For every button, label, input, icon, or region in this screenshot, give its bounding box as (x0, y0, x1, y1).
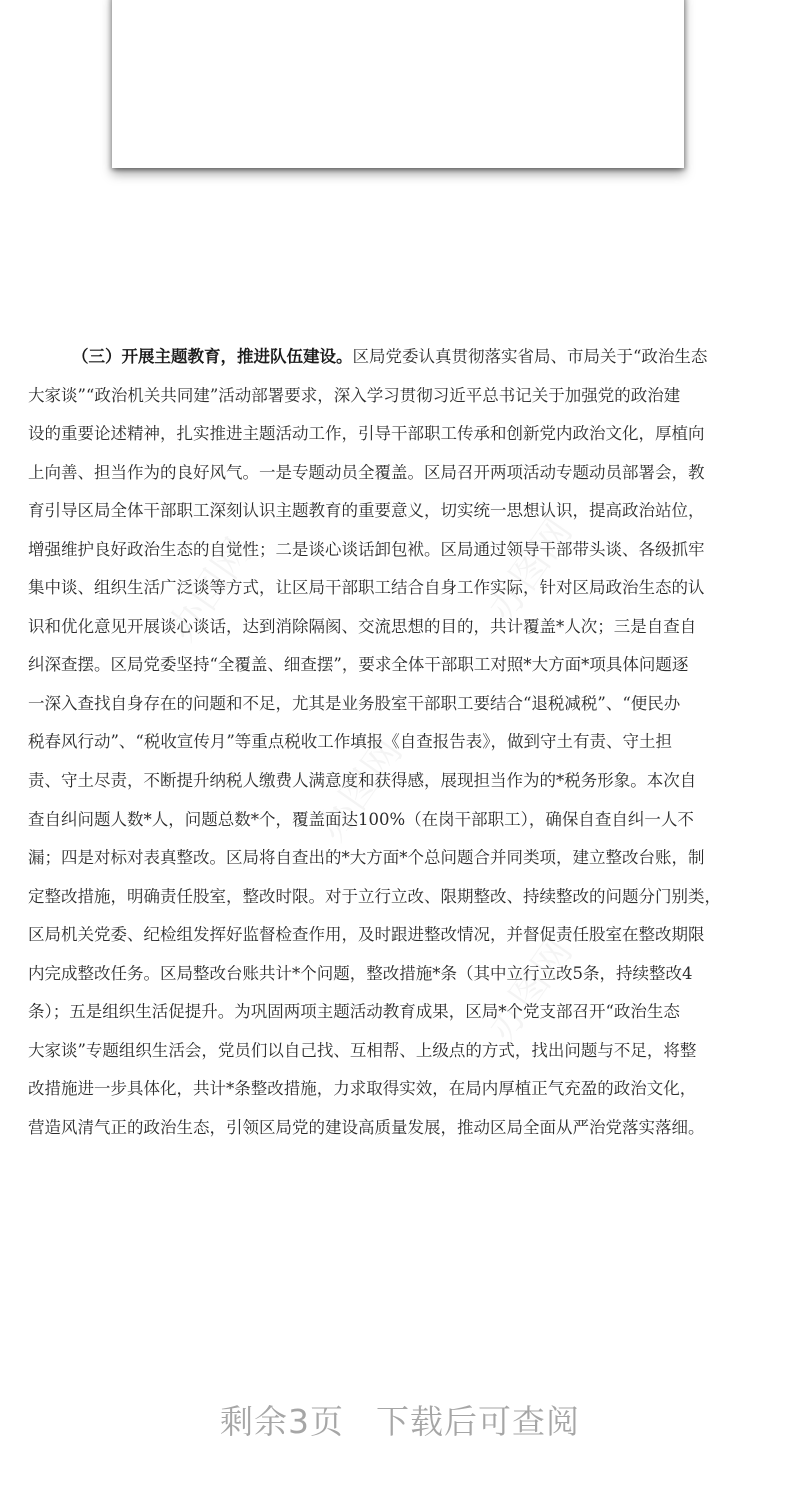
text-line: 设的重要论述精神，扎实推进主题活动工作，引导干部职工传承和创新党内政治文化，厚植向 (28, 424, 705, 444)
text-line: 条）；五是组织生活促提升。为巩固两项主题活动教育成果，区局*个党支部召开“政治生态 (28, 1002, 680, 1022)
text-line: 大家谈”“政治机关共同建”活动部署要求，深入学习贯彻习近平总书记关于加强党的政治建 (28, 385, 681, 405)
text-line: 漏；四是对标对表真整改。区局将自查出的*大方面*个总问题合并同类项，建立整改台账，制 (28, 848, 705, 868)
download-prompt[interactable] (0, 1396, 800, 1443)
text-line: 集中谈、组织生活广泛谈等方式，让区局干部职工结合自身工作实际，针对区局政治生态的认 (28, 578, 705, 598)
text-line: 纠深查摆。区局党委坚持“全覆盖、细查摆”，要求全体干部职工对照*大方面*项具体问题逐 (28, 655, 689, 675)
text-line: 增强维护良好政治生态的自觉性；二是谈心谈话卸包袱。区局通过领导干部带头谈、各级抓牢 (28, 539, 705, 559)
text-line: 内完成整改任务。区局整改台账共计*个问题，整改措施*条（其中立行立改5条，持续整改4 (28, 963, 693, 983)
text-line: 上向善、担当作为的良好风气。一是专题动员全覆盖。区局召开两项活动专题动员部署会，教 (28, 462, 705, 482)
text-line: 改措施进一步具体化，共计*条整改措施，力求取得实效，在局内厚植正气充盈的政治文化， (28, 1079, 697, 1099)
text-line: 大家谈”专题组织生活会，党员们以自己找、互相帮、上级点的方式，找出问题与不足，将整 (28, 1040, 697, 1060)
text-line: 区局机关党委、纪检组发挥好监督检查作用，及时跟进整改情况，并督促责任股室在整改期限 (28, 925, 705, 945)
previous-page-preview (112, 0, 684, 168)
document-paragraph (28, 338, 774, 1147)
text-line: 定整改措施，明确责任股室，整改时限。对于立行立改、限期整改、持续整改的问题分门别类， (28, 886, 721, 906)
text-line: 查自纠问题人数*人，问题总数*个，覆盖面达100%（在岗干部职工），确保自查自纠一人不 (28, 809, 694, 829)
download-label[interactable]: 下载后可查阅 (376, 1402, 580, 1441)
remaining-pages-label: 剩余3页 (220, 1402, 344, 1441)
text-line: （三）开展主题教育，推进队伍建设。区局党委认真贯彻落实省局、市局关于“政治生态 (72, 347, 708, 366)
text-line: 识和优化意见开展谈心谈话，达到消除隔阂、交流思想的目的，共计覆盖*人次；三是自查自 (28, 616, 697, 636)
text-line: 营造风清气正的政治生态，引领区局党的建设高质量发展，推动区局全面从严治党落实落细。 (28, 1117, 705, 1137)
text-line: 责、守土尽责，不断提升纳税人缴费人满意度和获得感，展现担当作为的*税务形象。本次自 (28, 771, 697, 791)
text-line: 育引导区局全体干部职工深刻认识主题教育的重要意义，切实统一思想认识，提高政治站位， (28, 501, 705, 521)
section-heading: （三）开展主题教育，推进队伍建设。 (72, 347, 353, 366)
text-line: 一深入查找自身存在的问题和不足，尤其是业务股室干部职工要结合“退税减税”、“便民办 (28, 693, 681, 713)
text-line: 税春风行动”、“税收宣传月”等重点税收工作填报《自查报告表》，做到守土有责、守土担 (28, 732, 673, 752)
